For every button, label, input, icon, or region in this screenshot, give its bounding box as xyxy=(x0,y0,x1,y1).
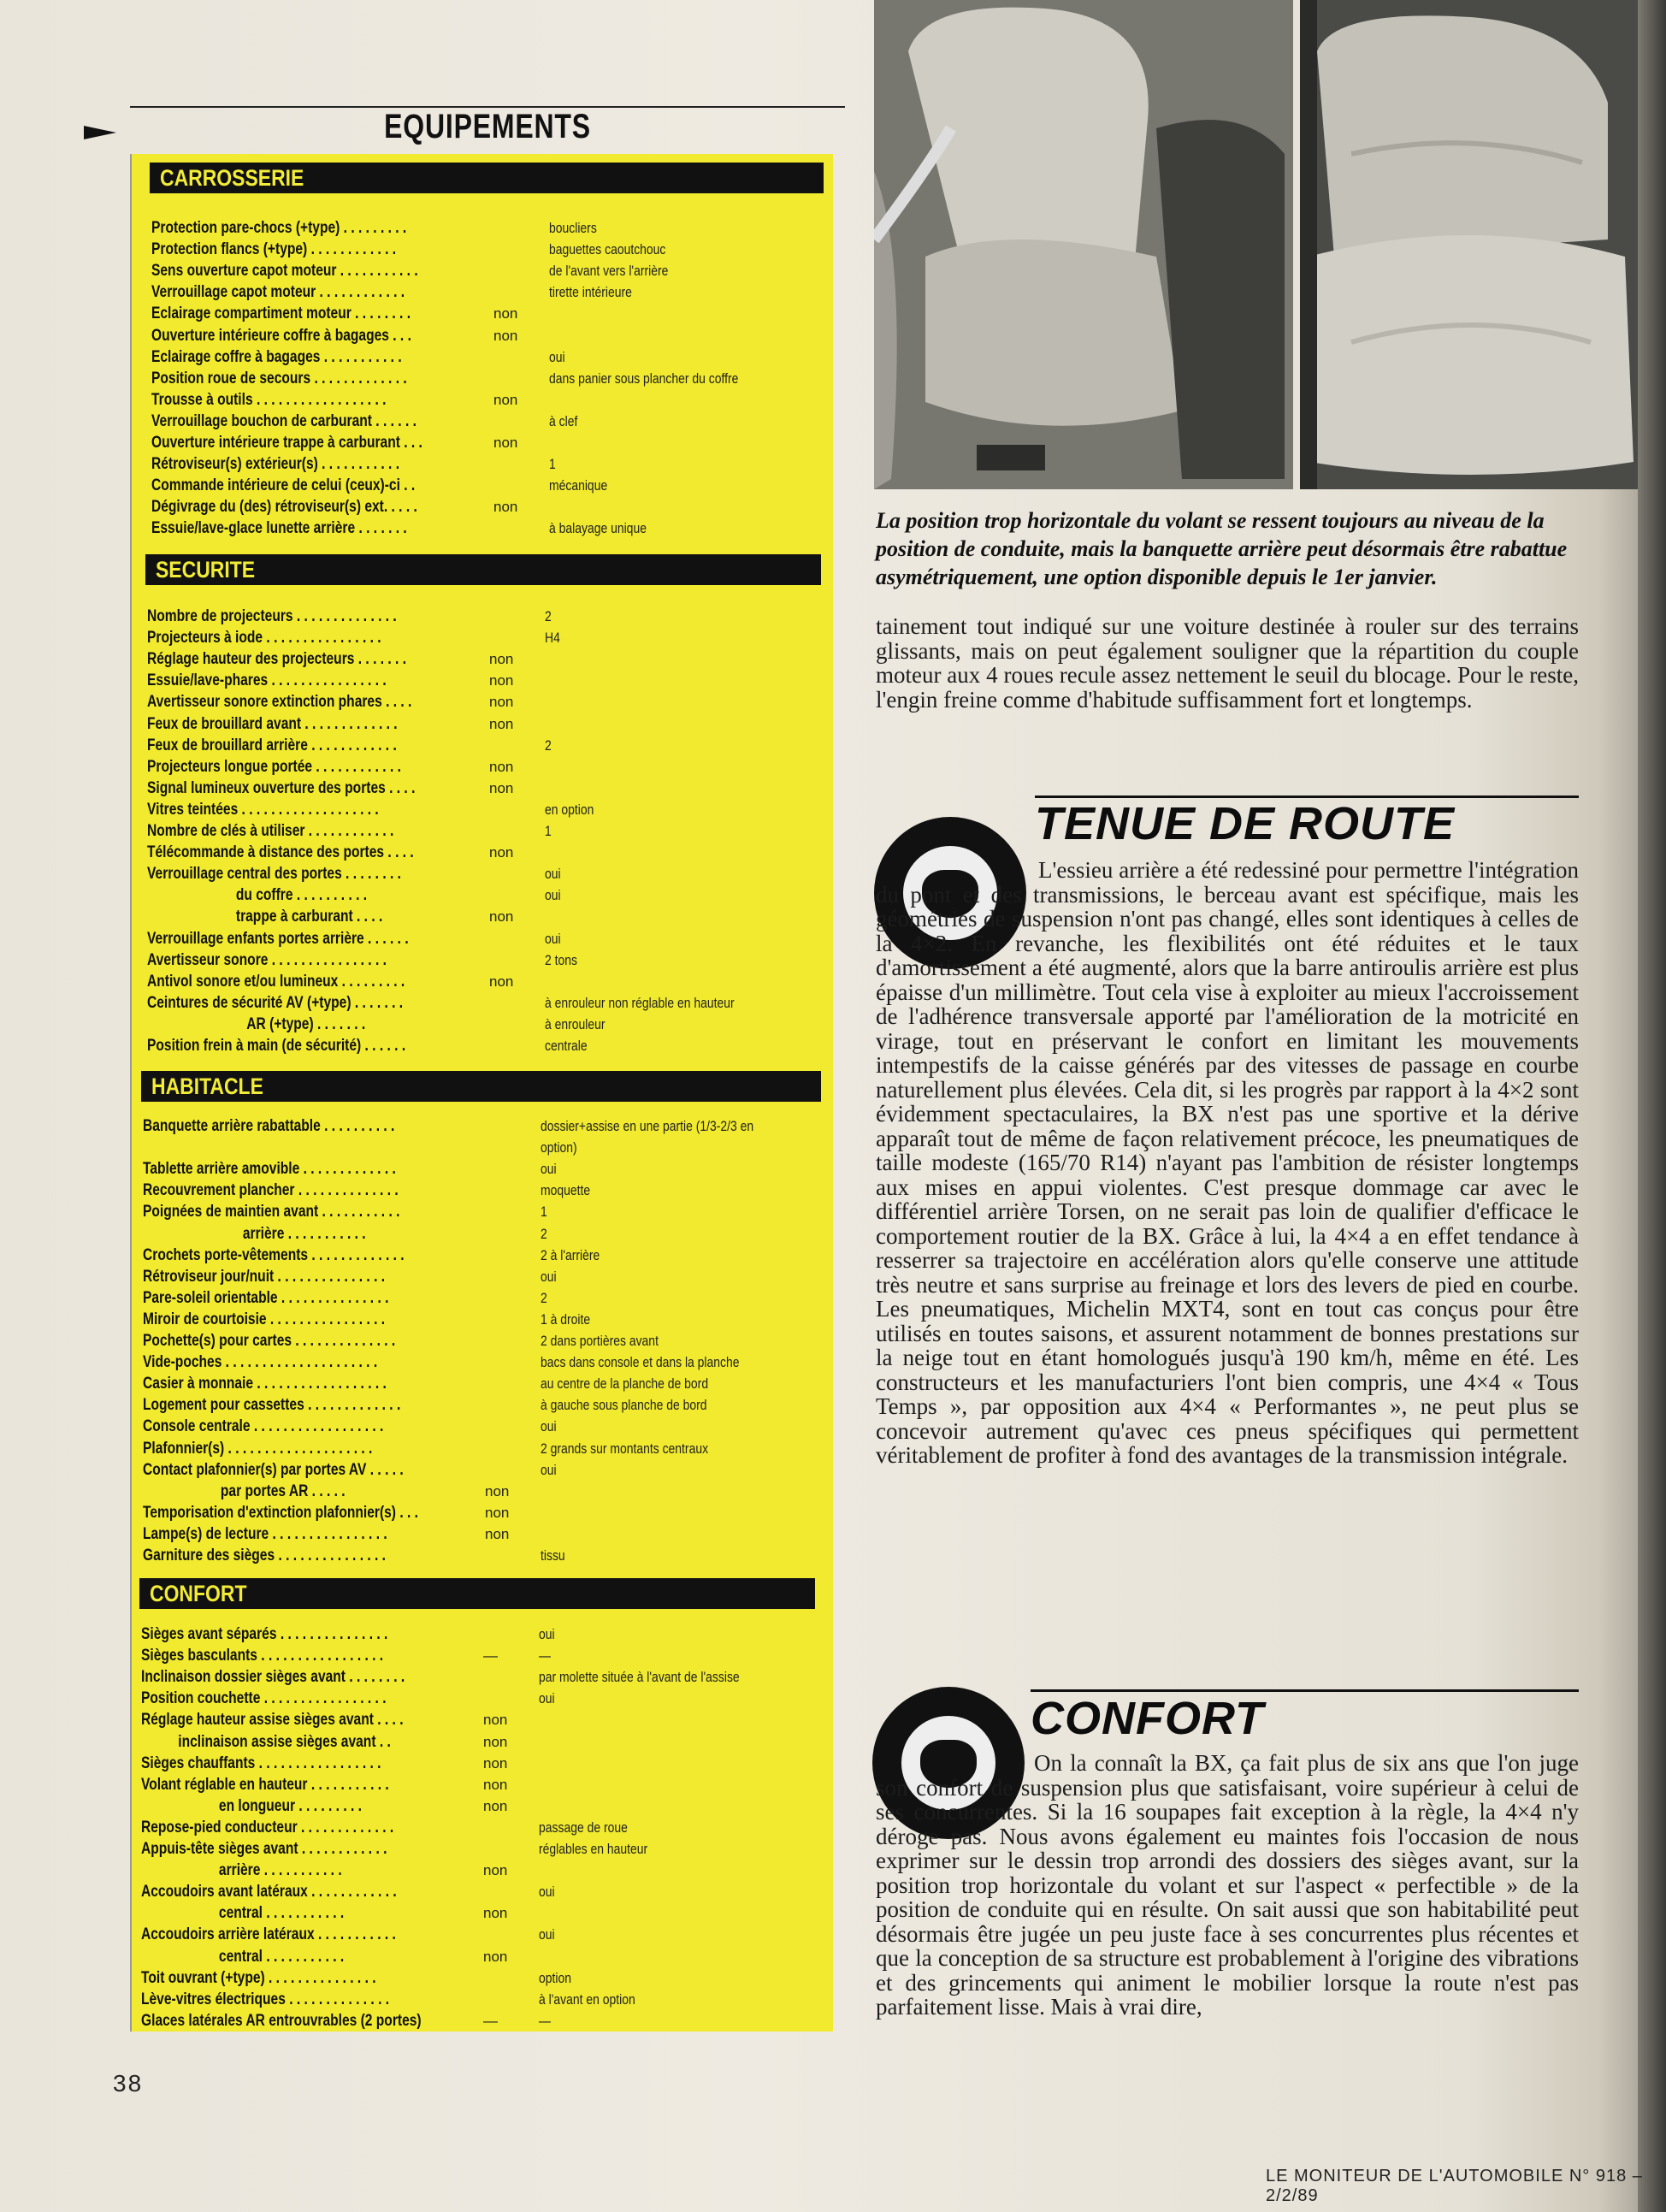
row-flag: non xyxy=(483,1905,508,1922)
table-row xyxy=(141,1838,808,1860)
row-value: 1 xyxy=(541,1204,547,1221)
row-value: option) xyxy=(541,1139,577,1156)
row-label: du coffre . . . . . . . . . . xyxy=(147,886,368,905)
row-flag: non xyxy=(485,1504,510,1521)
row-value: mécanique xyxy=(549,477,608,494)
row-value: 1 xyxy=(549,456,556,473)
row-value: au centre de la planche de bord xyxy=(541,1375,709,1393)
row-value: oui xyxy=(541,1461,557,1478)
row-value: oui xyxy=(541,1268,557,1285)
row-label: Sièges chauffants . . . . . . . . . . . . . . . . . xyxy=(141,1754,381,1772)
table-row xyxy=(151,368,817,389)
row-value: oui xyxy=(545,887,561,904)
row-value: tirette intérieure xyxy=(549,284,632,301)
row-label: Recouvrement plancher . . . . . . . . . . . . . . xyxy=(143,1181,399,1200)
row-value: oui xyxy=(539,1690,555,1707)
section-header xyxy=(139,1578,815,1609)
row-flag: non xyxy=(483,1733,508,1750)
row-flag: non xyxy=(483,1712,508,1729)
row-value: 2 xyxy=(545,608,552,624)
table-row xyxy=(141,1731,808,1753)
table-row xyxy=(141,2010,808,2032)
row-value: 2 xyxy=(541,1289,547,1306)
row-label: en longueur . . . . . . . . . xyxy=(141,1796,362,1815)
row-value: centrale xyxy=(545,1038,588,1054)
row-flag: — xyxy=(483,2012,498,2029)
row-label: Verrouillage enfants portes arrière . . . . . . xyxy=(147,929,409,948)
table-row xyxy=(151,453,817,475)
row-label: Signal lumineux ouverture des portes . . . . xyxy=(147,778,416,797)
confort-paragraph: On la connaît la BX, ça fait plus de six ans que l'on juge son confort de suspension plus que satisfaisant, voire supérieur à celui de ses concurrentes. Si la 16 soupapes fait exception à la règle, la 4×4 n'y déroge pas. Nous avons également eu maintes fois l'occasion de nous exprimer sur le dessin trop arrondi des dossiers des sièges avant, sur la position trop horizontale du volant et sur l'aspect « perfectible » de la position de conduite qui en résulte. On sait aussi que son habitabilité peut désormais être jugée un peu juste face à ses concurrentes plus récentes et que la conception de sa structure est probablement à l'origine des vibrations et des grincements qui animent le mobilier lorsque la route n'est pas parfaitement lisse. Mais à vrai dire, xyxy=(876,1750,1579,2020)
table-row xyxy=(147,971,814,992)
row-value: oui xyxy=(539,1626,555,1642)
row-value: tissu xyxy=(541,1547,565,1564)
row-value: 2 à l'arrière xyxy=(541,1246,600,1263)
table-row xyxy=(147,1035,814,1056)
table-row xyxy=(147,691,814,713)
row-label: Eclairage coffre à bagages . . . . . . . . . . . xyxy=(151,347,402,366)
table-row xyxy=(143,1223,814,1245)
row-flag: non xyxy=(489,973,514,990)
section-header xyxy=(145,554,821,585)
row-value: oui xyxy=(539,1926,555,1943)
row-value: réglables en hauteur xyxy=(539,1841,648,1857)
table-row xyxy=(143,1523,814,1545)
row-label: Verrouillage bouchon de carburant . . . . . . xyxy=(151,411,416,430)
row-value: 2 xyxy=(545,736,552,754)
table-row xyxy=(147,992,814,1014)
table-row xyxy=(143,1180,814,1201)
row-label: Glaces latérales AR entrouvrables (2 portes) xyxy=(141,2011,422,2030)
table-row xyxy=(143,1245,814,1266)
arrow-marker-icon xyxy=(84,126,116,139)
row-label: Inclinaison dossier sièges avant . . . . . . . . xyxy=(141,1668,405,1687)
row-flag: non xyxy=(489,694,514,711)
page-edge-shadow xyxy=(1638,0,1666,2212)
table-row xyxy=(151,432,817,453)
row-label: inclinaison assise sièges avant . . xyxy=(141,1732,391,1751)
row-label: trappe à carburant . . . . xyxy=(147,908,383,926)
row-label: Contact plafonnier(s) par portes AV . . . . . xyxy=(143,1460,404,1479)
table-row xyxy=(147,820,814,842)
row-flag: non xyxy=(493,435,518,451)
row-value: baguettes caoutchouc xyxy=(549,241,666,258)
section-header xyxy=(150,163,824,193)
row-flag: non xyxy=(493,327,518,344)
row-label: Tablette arrière amovible . . . . . . . . . . . . . xyxy=(143,1160,396,1179)
row-value: passage de roue xyxy=(539,1819,628,1836)
section-header xyxy=(141,1071,821,1102)
table-row xyxy=(143,1287,814,1309)
row-label: AR (+type) . . . . . . . xyxy=(147,1014,366,1033)
table-row xyxy=(151,281,817,303)
row-label: Repose-pied conducteur . . . . . . . . . . . . . xyxy=(141,1818,394,1836)
row-label: Réglage hauteur des projecteurs . . . . . . . xyxy=(147,650,407,669)
row-value: — xyxy=(539,2012,551,2029)
table-row xyxy=(151,239,817,260)
table-row xyxy=(143,1416,814,1437)
row-value: option xyxy=(539,1969,571,1986)
table-row xyxy=(151,217,817,239)
photo-rear-seats xyxy=(1300,0,1638,489)
row-label: Feux de brouillard arrière . . . . . . . . . . . . xyxy=(147,736,397,754)
table-row xyxy=(141,1902,808,1924)
table-row xyxy=(141,1753,808,1774)
tenue-heading: TENUE DE ROUTE xyxy=(1035,798,1456,849)
photo-front-seats xyxy=(874,0,1293,489)
table-row xyxy=(143,1266,814,1287)
table-row xyxy=(143,1158,814,1180)
table-row xyxy=(143,1502,814,1523)
row-label: Pare-soleil orientable . . . . . . . . . . . . . . . xyxy=(143,1288,389,1307)
table-row xyxy=(151,475,817,496)
table-row xyxy=(141,1817,808,1838)
row-value: à enrouleur non réglable en hauteur xyxy=(545,994,735,1011)
table-row xyxy=(143,1115,814,1137)
table-row xyxy=(151,411,817,432)
table-row xyxy=(143,1545,814,1566)
row-label: Lève-vitres électriques . . . . . . . . . . . . . . xyxy=(141,1990,390,2008)
row-label: Garniture des sièges . . . . . . . . . . . . . . . xyxy=(143,1547,387,1564)
row-label: Feux de brouillard avant . . . . . . . . . . . . . xyxy=(147,714,398,733)
table-row xyxy=(147,884,814,906)
table-row xyxy=(143,1373,814,1394)
table-row xyxy=(147,928,814,949)
row-value: 1 à droite xyxy=(541,1310,591,1328)
table-row xyxy=(141,1645,808,1666)
row-label: Logement pour cassettes . . . . . . . . . . . . . xyxy=(143,1396,401,1415)
table-row xyxy=(143,1351,814,1373)
table-row xyxy=(141,1860,808,1881)
table-row xyxy=(147,863,814,884)
row-value: dossier+assise en une partie (1/3-2/3 en xyxy=(541,1118,754,1134)
row-label: Commande intérieure de celui (ceux)-ci . . xyxy=(151,476,416,495)
table-row xyxy=(141,1967,808,1989)
row-label: Avertisseur sonore . . . . . . . . . . . . . . . . xyxy=(147,950,387,969)
row-flag: non xyxy=(483,1862,508,1879)
row-label: Nombre de clés à utiliser . . . . . . . . . . . . xyxy=(147,822,394,840)
section-title: CONFORT xyxy=(150,1581,247,1606)
row-label: Ouverture intérieure trappe à carburant . . . xyxy=(151,434,422,452)
table-row xyxy=(141,1624,808,1645)
row-label: Antivol sonore et/ou lumineux . . . . . . . . . xyxy=(147,972,405,991)
row-label: Pochette(s) pour cartes . . . . . . . . . . . . . . xyxy=(143,1332,396,1350)
table-row xyxy=(151,303,817,324)
row-label: Dégivrage du (des) rétroviseur(s) ext. . . . . xyxy=(151,498,417,517)
table-row xyxy=(141,1881,808,1902)
table-row xyxy=(147,606,814,627)
row-value: 2 xyxy=(541,1225,547,1242)
row-label: Rétroviseur jour/nuit . . . . . . . . . . . . . . . xyxy=(143,1267,386,1286)
table-row xyxy=(143,1459,814,1481)
row-label: Accoudoirs arrière latéraux . . . . . . . . . . . xyxy=(141,1925,396,1944)
row-label: Vitres teintées . . . . . . . . . . . . . . . . . . . xyxy=(147,800,379,819)
row-label: Temporisation d'extinction plafonnier(s) . . . xyxy=(143,1503,418,1522)
row-value: en option xyxy=(545,801,594,818)
row-label: Projecteurs longue portée . . . . . . . . . . . . xyxy=(147,757,401,776)
row-flag: non xyxy=(489,844,514,861)
table-row xyxy=(147,949,814,971)
row-label: Avertisseur sonore extinction phares . . . . xyxy=(147,693,412,712)
confort-heading: CONFORT xyxy=(1031,1693,1264,1744)
row-value: à clef xyxy=(549,412,578,429)
photo-caption: La position trop horizontale du volant se ressent toujours au niveau de la position de conduite, mais la banquette arrière peut désormais être rabattue asymétriquement, une option disponible depuis le 1er janvier. xyxy=(876,508,1568,589)
row-value: à enrouleur xyxy=(545,1015,606,1032)
table-row xyxy=(147,756,814,778)
tenue-paragraph: L'essieu arrière a été redessiné pour permettre l'intégration du pont et des transmissions, le berceau avant est spécifique, mais les géométries de suspension n'ont pas changé, elles sont identiques à celles de la 4×2. En revanche, les flexibilités ont été réduites et le taux d'amortissement a été augmenté, alors que la barre antiroulis arrière est plus épaisse d'un millimètre. Tout cela vise à exploiter au mieux l'accroissement de l'adhérence transversale apporté par l'amélioration de la motricité en virage, tout en préservant le confort en limitant les mouvements intempestifs de la caisse générés par des vitesses de passage en courbe naturellement plus élevées. Cela dit, si les progrès par rapport à la 4×2 sont évidemment spectaculaires, la BX n'est pas une sportive et la dérive apparaît tout de même de façon relativement précoce, les pneumatiques de taille modeste (165/70 R14) n'ayant pas l'ambition de résister longtemps aux mises en appui violentes. C'est presque dommage car avec le différentiel arrière Torsen, on ne serait pas loin de qualifier d'efficace le comportement routier de la BX. Grâce à lui, la 4×4 a en effet tendance à resserrer sa trajectoire en accélération alors qu'elle conserve une attitude très neutre et sans surprise au freinage et lors des levers de pied en courbe. Les pneumatiques, Michelin MXT4, sont en tout cas conçus pour être utilisés en toutes saisons, et assurent notamment de bonnes prestations sur la neige tout en étant homologués jusqu'à 190 km/h, même en été. Les constructeurs et les manufacturiers l'ont bien compris, une 4×4 « Tous Temps », par opposition aux 4×4 « Performantes », ne peut plus se concevoir autrement qu'avec ces pneus spécifiques qui permettent véritablement de profiter à fond des avantages de la transmission intégrale. xyxy=(876,857,1579,1468)
row-value: à gauche sous planche de bord xyxy=(541,1397,707,1414)
table-row xyxy=(147,713,814,735)
row-label: Sièges avant séparés . . . . . . . . . . . . . . . xyxy=(141,1625,388,1643)
row-value: dans panier sous plancher du coffre xyxy=(549,370,739,387)
row-value: oui xyxy=(539,1884,555,1901)
table-row xyxy=(143,1394,814,1416)
row-value: oui xyxy=(545,930,561,947)
row-label: Ouverture intérieure coffre à bagages . . . xyxy=(151,326,411,345)
row-label: Rétroviseur(s) extérieur(s) . . . . . . . . . . . xyxy=(151,455,400,474)
row-flag: non xyxy=(483,1797,508,1814)
row-label: Appuis-tête sièges avant . . . . . . . . . . . . xyxy=(141,1840,387,1858)
row-label: Sièges basculants . . . . . . . . . . . . . . . . . xyxy=(141,1647,384,1665)
intro-paragraph: tainement tout indiqué sur une voiture destinée à rouler sur des terrains glissants, mais on peut également souligner que la répartition du couple moteur aux 4 roues recule assez nettement le seuil du blocage. Pour le reste, l'engin freine comme d'habitude suffisamment fort et longtemps. xyxy=(876,613,1579,713)
table-row xyxy=(141,1946,808,1967)
section-title: CARROSSERIE xyxy=(160,165,304,191)
section-title: HABITACLE xyxy=(151,1073,263,1099)
row-value: par molette située à l'avant de l'assise xyxy=(539,1669,740,1686)
row-value: boucliers xyxy=(549,220,597,236)
row-label: Banquette arrière rabattable . . . . . . . . . . xyxy=(143,1117,395,1135)
row-value: 2 dans portières avant xyxy=(541,1333,659,1349)
row-label: Nombre de projecteurs . . . . . . . . . . . . . . xyxy=(147,607,397,625)
row-label: Position roue de secours . . . . . . . . . . . . . xyxy=(151,369,407,387)
row-label: par portes AR . . . . . xyxy=(143,1482,346,1500)
table-row xyxy=(147,627,814,648)
row-value: oui xyxy=(545,866,561,883)
table-row xyxy=(147,906,814,927)
row-flag: — xyxy=(483,1647,498,1665)
row-label: Essuie/lave-phares . . . . . . . . . . . . . . . . xyxy=(147,671,387,690)
row-label: Vide-poches . . . . . . . . . . . . . . . . . . . . . xyxy=(143,1353,378,1372)
row-label: Position couchette . . . . . . . . . . . . . . . . . xyxy=(141,1689,387,1708)
row-label: Lampe(s) de lecture . . . . . . . . . . . . . . . . xyxy=(143,1524,387,1543)
table-row xyxy=(143,1438,814,1459)
row-label: Réglage hauteur assise sièges avant . . . . xyxy=(141,1711,404,1730)
section-title: SECURITE xyxy=(156,557,256,583)
table-row xyxy=(141,1688,808,1709)
row-label: Projecteurs à iode . . . . . . . . . . . . . . . . xyxy=(147,629,381,648)
table-row xyxy=(151,518,817,539)
row-label: Essuie/lave-glace lunette arrière . . . . . . . xyxy=(151,519,407,538)
footer-credit: LE MONITEUR DE L'AUTOMOBILE N° 918 – 2/2/89 xyxy=(1266,2167,1643,2205)
table-row xyxy=(143,1330,814,1351)
row-label: Volant réglable en hauteur . . . . . . . . . . . xyxy=(141,1775,389,1794)
row-flag: non xyxy=(489,672,514,689)
page-number: 38 xyxy=(113,2070,144,2097)
row-label: Accoudoirs avant latéraux . . . . . . . . . . . . xyxy=(141,1883,397,1901)
row-label: Crochets porte-vêtements . . . . . . . . . . . . . xyxy=(143,1245,405,1264)
row-value: H4 xyxy=(545,630,560,647)
row-flag: non xyxy=(485,1525,510,1542)
row-label: central . . . . . . . . . . . xyxy=(141,1947,345,1966)
row-flag: non xyxy=(489,908,514,926)
row-flag: non xyxy=(489,779,514,796)
row-value: moquette xyxy=(541,1182,591,1199)
row-flag: non xyxy=(489,651,514,668)
table-row xyxy=(141,1989,808,2010)
row-label: Sens ouverture capot moteur . . . . . . . . . . . xyxy=(151,262,418,281)
row-label: arrière . . . . . . . . . . . xyxy=(141,1861,342,1880)
table-row xyxy=(143,1201,814,1222)
row-label: Télécommande à distance des portes . . . . xyxy=(147,843,414,862)
table-row xyxy=(147,1014,814,1035)
row-flag: non xyxy=(483,1948,508,1965)
table-row xyxy=(151,260,817,281)
table-row xyxy=(141,1795,808,1817)
row-label: Ceintures de sécurité AV (+type) . . . . . . . xyxy=(147,993,404,1012)
table-row xyxy=(147,778,814,799)
row-label: Position frein à main (de sécurité) . . . . . . xyxy=(147,1037,406,1055)
row-label: central . . . . . . . . . . . xyxy=(141,1904,345,1923)
table-row xyxy=(141,1774,808,1795)
table-row xyxy=(147,670,814,691)
row-label: Protection pare-chocs (+type) . . . . . . . . . xyxy=(151,219,407,237)
row-label: Verrouillage capot moteur . . . . . . . . . . . . xyxy=(151,283,405,302)
row-label: Miroir de courtoisie . . . . . . . . . . . . . . . . xyxy=(143,1310,386,1328)
row-label: Eclairage compartiment moteur . . . . . . . . xyxy=(151,305,411,323)
table-row xyxy=(143,1481,814,1502)
table-row xyxy=(141,1666,808,1688)
table-row xyxy=(151,325,817,346)
table-row xyxy=(151,389,817,411)
row-label: Verrouillage central des portes . . . . . . . . xyxy=(147,865,401,884)
row-value: à l'avant en option xyxy=(539,1990,635,2008)
row-value: 2 grands sur montants centraux xyxy=(541,1440,709,1457)
table-row xyxy=(141,1709,808,1730)
row-label: Plafonnier(s) . . . . . . . . . . . . . . . . . . . . xyxy=(143,1439,373,1458)
row-label: Protection flancs (+type) . . . . . . . . . . . . xyxy=(151,240,397,259)
row-value: 2 tons xyxy=(545,951,577,968)
row-flag: non xyxy=(483,1776,508,1793)
table-row xyxy=(151,346,817,368)
table-row xyxy=(147,735,814,756)
row-label: Console centrale . . . . . . . . . . . . . . . . . . xyxy=(143,1417,384,1436)
row-flag: non xyxy=(489,715,514,732)
table-row xyxy=(143,1309,814,1330)
row-label: Poignées de maintien avant . . . . . . . . . . . xyxy=(143,1203,400,1221)
row-value: à balayage unique xyxy=(549,520,647,537)
table-row xyxy=(151,496,817,518)
row-value: de l'avant vers l'arrière xyxy=(549,263,669,280)
row-flag: non xyxy=(485,1482,510,1499)
row-flag: non xyxy=(493,391,518,408)
row-label: Casier à monnaie . . . . . . . . . . . . . . . . . . xyxy=(143,1375,387,1393)
row-value: oui xyxy=(541,1161,557,1178)
row-value: bacs dans console et dans la planche xyxy=(541,1354,740,1371)
equipment-title: EQUIPEMENTS xyxy=(384,108,591,145)
table-row xyxy=(143,1137,814,1158)
row-value: oui xyxy=(549,348,565,365)
row-label: Toit ouvrant (+type) . . . . . . . . . . . . . . . xyxy=(141,1968,376,1987)
row-value: 1 xyxy=(545,823,552,839)
row-label: Trousse à outils . . . . . . . . . . . . . . . . . . xyxy=(151,390,387,409)
row-flag: non xyxy=(489,758,514,775)
row-label: arrière . . . . . . . . . . . xyxy=(143,1224,366,1243)
table-row xyxy=(141,1924,808,1945)
row-value: oui xyxy=(541,1418,557,1435)
row-flag: non xyxy=(493,499,518,516)
row-value: — xyxy=(539,1647,551,1665)
table-row xyxy=(147,648,814,670)
row-flag: non xyxy=(493,305,518,322)
table-row xyxy=(147,799,814,820)
row-flag: non xyxy=(483,1754,508,1771)
table-row xyxy=(147,842,814,863)
